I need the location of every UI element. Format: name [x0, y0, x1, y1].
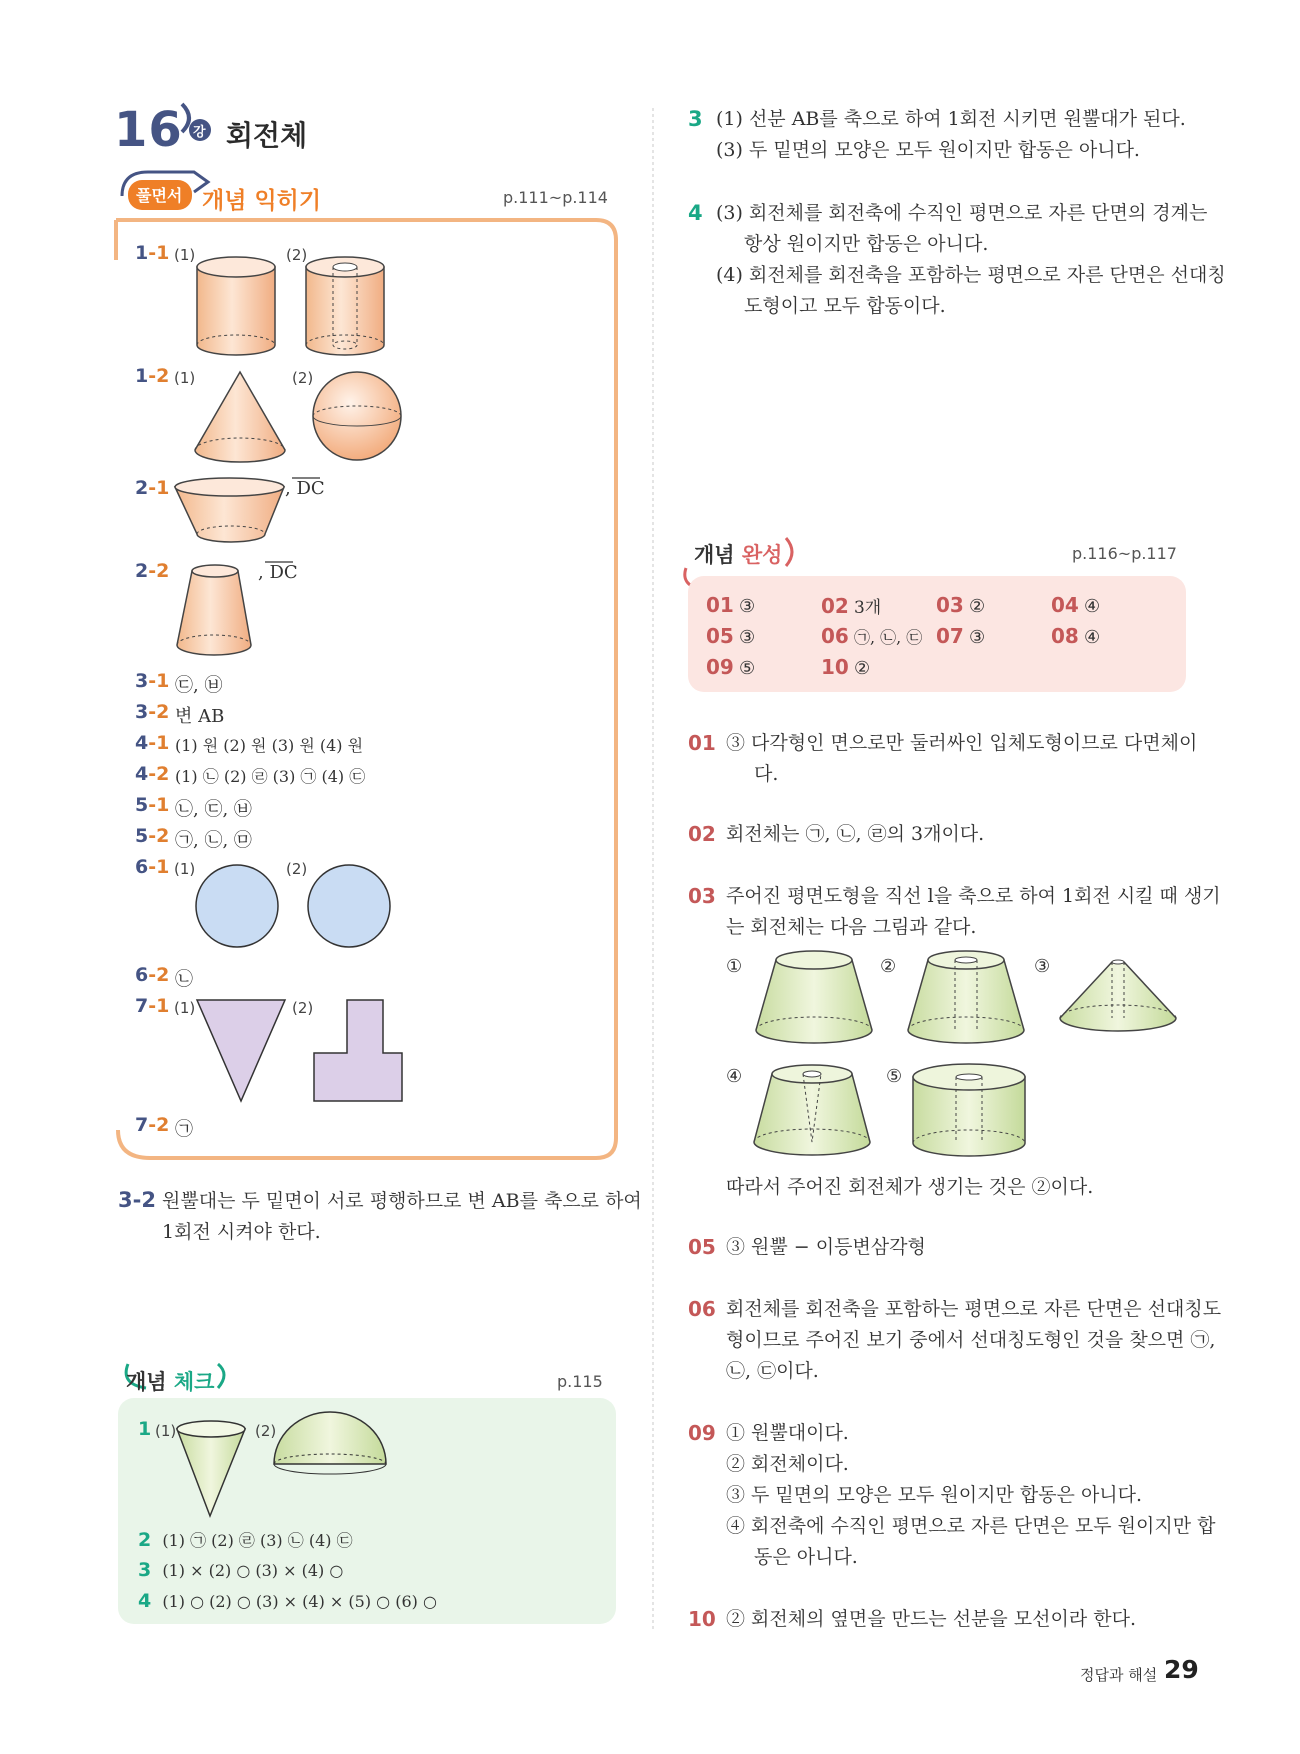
section-title-check: 개념 체크 [126, 1370, 215, 1394]
r4-line1: (3) 회전체를 회전축에 수직인 평면으로 자른 단면의 경계는 [716, 202, 1208, 224]
r4-number: 4 [688, 201, 703, 225]
page-range-complete: p.116~p.117 [1072, 544, 1177, 563]
explain-09-line1: ① 원뿔대이다. [726, 1422, 849, 1444]
explain-03-option2: ② [880, 956, 897, 977]
complete-answer: 06 ㉠, ㉡, ㉢ [821, 624, 923, 648]
complete-answer: 02 3개 [821, 594, 882, 618]
r4-line3: (4) 회전체를 회전축을 포함하는 평면으로 자른 단면은 선대칭 [716, 264, 1226, 286]
section-title-learn: 개념 익히기 [202, 188, 322, 214]
page-range-check: p.115 [557, 1372, 603, 1391]
frustum-tall-figure [177, 565, 251, 655]
section-title-complete: 개념 완성 [694, 543, 783, 567]
explain-03-line1: 주어진 평면도형을 직선 l을 축으로 하여 1회전 시킬 때 생기 [726, 885, 1221, 907]
explain-09-line4: ④ 회전축에 수직인 평면으로 자른 단면은 모두 원이지만 합 [726, 1515, 1216, 1537]
note-3-2-line2: 1회전 시켜야 한다. [162, 1221, 321, 1243]
lesson-number: 16 [114, 102, 183, 158]
complete-answer: 03 ② [936, 593, 986, 617]
explain-05-line1: ③ 원뿔 − 이등변삼각형 [726, 1236, 926, 1258]
explain-09-number: 09 [688, 1421, 716, 1445]
check-q3: 3 (1) × (2) ○ (3) × (4) ○ [138, 1559, 344, 1581]
complete-answer: 07 ③ [936, 624, 986, 648]
t-shape-figure [314, 1000, 402, 1101]
option-2-hollow-frustum [908, 951, 1024, 1043]
option-4-frustum-with-cone-hole [754, 1065, 870, 1155]
check-q1-label1: (1) [155, 1422, 177, 1440]
r4-line4: 도형이고 모두 합동이다. [744, 295, 946, 317]
circle-figure-1 [196, 865, 278, 947]
explain-05-number: 05 [688, 1235, 716, 1259]
explain-03-number: 03 [688, 884, 716, 908]
lesson-suffix: 강 [193, 125, 206, 140]
explain-06-line3: ㉡, ㉢이다. [726, 1360, 819, 1382]
explain-06-number: 06 [688, 1297, 716, 1321]
complete-answer: 05 ③ [706, 624, 756, 648]
explain-01-line1: ③ 다각형인 면으로만 둘러싸인 입체도형이므로 다면체이 [726, 732, 1198, 754]
explain-03-option5: ⑤ [886, 1066, 903, 1087]
explain-03-line3: 따라서 주어진 회전체가 생기는 것은 ②이다. [726, 1176, 1094, 1198]
note-3-2-line1: 원뿔대는 두 밑면이 서로 평행하므로 변 AB를 축으로 하여 [162, 1190, 642, 1212]
triangle-figure [197, 1000, 285, 1101]
explain-03-option1: ① [726, 956, 743, 977]
complete-answer: 01 ③ [706, 593, 756, 617]
cylinder-figure [197, 257, 275, 355]
explain-06-line2: 형이므로 주어진 보기 중에서 선대칭도형인 것을 찾으면 ㉠, [726, 1329, 1216, 1351]
r4-line2: 항상 원이지만 합동은 아니다. [744, 233, 989, 255]
option-1-frustum [756, 951, 872, 1043]
explain-01-line2: 다. [754, 763, 779, 785]
page-number: 29 [1164, 1655, 1199, 1684]
explain-03-line2: 는 회전체는 다음 그림과 같다. [726, 916, 977, 938]
check-q1-label2: (2) [255, 1422, 277, 1440]
explain-09-line2: ② 회전체이다. [726, 1453, 849, 1475]
explain-09-line5: 동은 아니다. [754, 1546, 858, 1568]
explain-03-option3: ③ [1034, 956, 1051, 977]
frustum-wide-figure [175, 478, 284, 542]
option-3-hollow-cone [1060, 960, 1176, 1031]
circle-figure-2 [308, 865, 390, 947]
cone-figure [195, 372, 285, 462]
footer-label: 정답과 해설 [1080, 1666, 1158, 1684]
complete-answer: 08 ④ [1051, 624, 1101, 648]
check-q2: 2 (1) ㉠ (2) ㉣ (3) ㉡ (4) ㉢ [138, 1529, 353, 1551]
explain-10-line1: ② 회전체의 옆면을 만드는 선분을 모선이라 한다. [726, 1608, 1137, 1630]
check-q1-number: 1 [138, 1418, 152, 1440]
explain-10-number: 10 [688, 1607, 716, 1631]
page-range-learn: p.111~p.114 [503, 188, 608, 207]
section-tag: 풀면서 [136, 186, 183, 205]
r3-number: 3 [688, 107, 703, 131]
explain-02-number: 02 [688, 822, 716, 846]
complete-answer: 10 ② [821, 655, 871, 679]
r3-line2: (3) 두 밑면의 모양은 모두 원이지만 합동은 아니다. [716, 139, 1140, 161]
explain-09-line3: ③ 두 밑면의 모양은 모두 원이지만 합동은 아니다. [726, 1484, 1143, 1506]
page-title: 회전체 [226, 119, 308, 152]
explain-03-option4: ④ [726, 1066, 743, 1087]
hollow-cylinder-figure [306, 257, 384, 355]
option-5-hollow-cylinder [913, 1064, 1025, 1156]
explain-01-number: 01 [688, 731, 716, 755]
check-q4: 4 (1) ○ (2) ○ (3) × (4) × (5) ○ (6) ○ [138, 1590, 437, 1612]
explain-02-line1: 회전체는 ㉠, ㉡, ㉣의 3개이다. [726, 823, 985, 845]
note-3-2: 3-2 [118, 1188, 156, 1212]
r3-line1: (1) 선분 AB를 축으로 하여 1회전 시키면 원뿔대가 된다. [716, 108, 1186, 130]
sphere-figure [313, 372, 401, 460]
explain-06-line1: 회전체를 회전축을 포함하는 평면으로 자른 단면은 선대칭도 [726, 1298, 1222, 1320]
complete-answer: 09 ⑤ [706, 655, 756, 679]
complete-answer: 04 ④ [1051, 593, 1101, 617]
